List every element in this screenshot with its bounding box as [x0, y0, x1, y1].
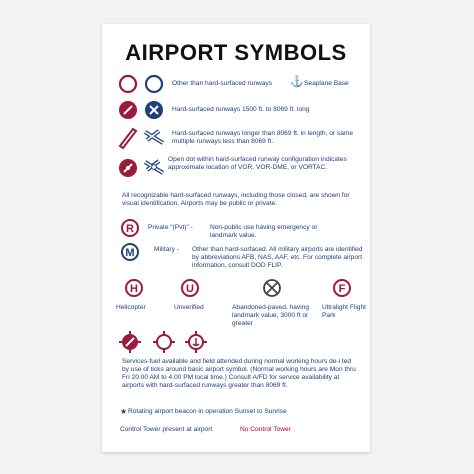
services-anchor-ticks-icon — [184, 330, 208, 354]
svg-text:H: H — [130, 283, 138, 295]
blue-runway-dot-icon — [142, 156, 168, 180]
beacon-text: Rotating airport beacon in operation Sunset to Sunrise — [128, 408, 287, 415]
svg-text:U: U — [186, 283, 194, 295]
open-dot-text: Open dot within hard-surfaced runway configuration indicates approximate location of VOR, VOR-DME, or VORTAC. — [168, 156, 347, 171]
blue-filled-cross-circle-icon — [144, 100, 164, 120]
ultralight-icon — [332, 278, 352, 298]
red-filled-dot-circle-icon — [118, 158, 138, 178]
svg-text:R: R — [126, 223, 134, 235]
anchor-icon: ⚓ — [290, 76, 304, 88]
private-desc: Non-public use having emergency or landmark value. — [210, 224, 318, 239]
red-filled-slash-circle-icon — [118, 100, 138, 120]
blue-runway-cross-icon — [142, 126, 168, 150]
services-text: Services-fuel available and field attended during normal working hours de-i ted by use of ticks around basic airport symbol. (Normal working hours are Mon thru Fri 20.00 AM to 4.00 PM local time.) Consult A/FD for service availability at airports with hard-surfaced runways greater than 8069 ft. — [122, 358, 356, 389]
other-than-hard-text: Other than hard-surfaced runways — [172, 80, 273, 87]
red-runway-outline-icon — [116, 126, 140, 150]
no-control-tower-text: No Control Tower — [240, 426, 291, 433]
red-open-circle-icon — [118, 74, 138, 94]
control-tower-text: Control Tower present at airport — [120, 426, 213, 433]
abandoned-x-icon — [262, 278, 282, 298]
beacon-star-icon: ★ — [120, 407, 128, 416]
page-title: AIRPORT SYMBOLS — [125, 40, 347, 65]
unverified-icon — [180, 278, 200, 298]
unverified-label: Unverified — [174, 304, 204, 311]
all-recognizable-text: All recognizable hard-surfaced runways, including those closed, are shown for visual identification. Airports may be public or private. — [122, 192, 350, 207]
abandoned-label: Abandoned-paved, having landmark value, 3000 ft or greater — [232, 304, 309, 327]
svg-text:F: F — [338, 283, 346, 295]
private-airport-r-icon — [120, 218, 140, 238]
services-filled-ticks-icon — [118, 330, 142, 354]
ultralight-label: Ultralight Flight Park — [322, 304, 366, 319]
military-label: Military - — [154, 246, 179, 253]
military-airport-m-icon — [120, 242, 140, 262]
airport-symbols-poster — [102, 24, 370, 452]
seaplane-text: Seaplane Base — [304, 80, 349, 87]
blue-open-circle-icon — [144, 74, 164, 94]
hard-1500-text: Hard-surfaced runways 1500 ft. to 8069 ft. long — [172, 106, 310, 113]
helicopter-label: Helicopter — [116, 304, 146, 311]
military-desc: Other than hard-surfaced. All military airports are identified by abbreviations AFB, NAS, AAF, etc. For complete airport information, consult DOD FLIP. — [192, 246, 363, 269]
svg-text:M: M — [125, 247, 135, 259]
hard-longer-text: Hard-surfaced runways longer than 8069 ft. in length, or same multiple runways less than 8069 ft. — [172, 130, 354, 145]
services-open-ticks-icon — [152, 330, 176, 354]
private-label: Private “(Pvt)” - — [148, 224, 193, 231]
helicopter-icon — [124, 278, 144, 298]
